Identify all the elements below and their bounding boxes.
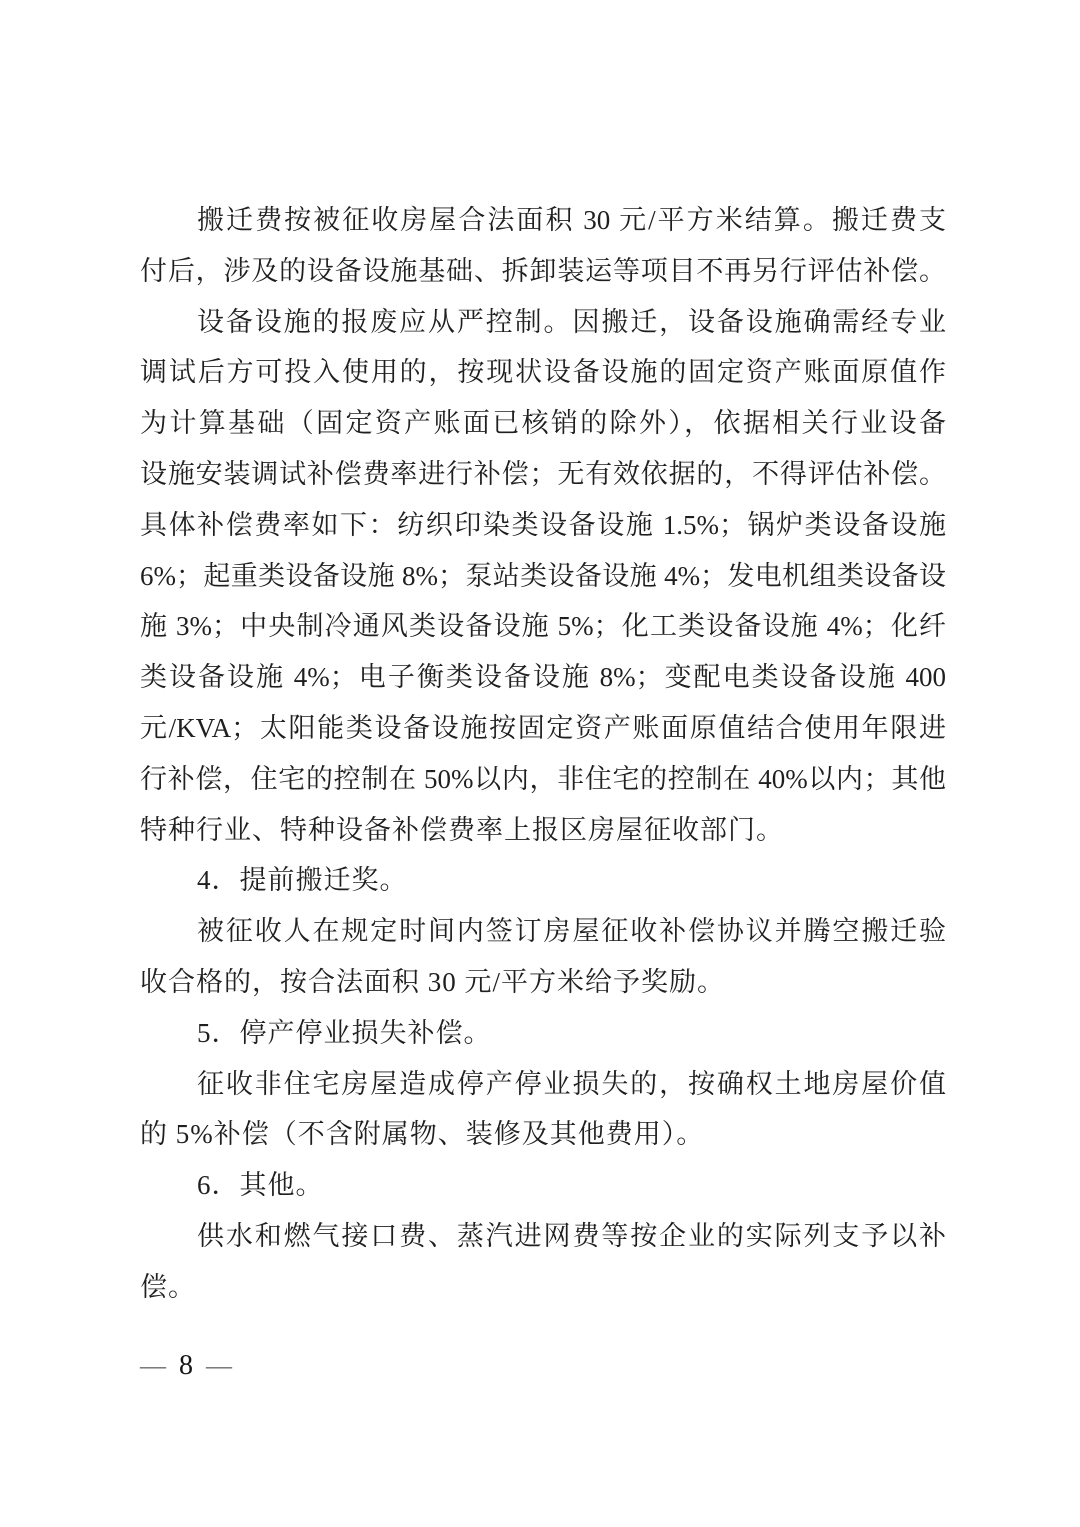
text-line: 搬迁费按被征收房屋合法面积 30 元/平方米结算。搬迁费支: [197, 205, 946, 235]
text-line: 具体补偿费率如下：纺织印染类设备设施 1.5%；锅炉类设备设施: [140, 509, 946, 540]
footer-dash-left: —: [140, 1351, 166, 1380]
text-line: 5．停产停业损失补偿。: [197, 1017, 492, 1048]
text-line: 收合格的，按合法面积 30 元/平方米给予奖励。: [140, 966, 726, 997]
text-line: 征收非住宅房屋造成停产停业损失的，按确权土地房屋价值: [197, 1068, 946, 1099]
text-line: 行补偿，住宅的控制在 50%以内，非住宅的控制在 40%以内；其他: [140, 763, 946, 794]
page-footer: [140, 1349, 232, 1383]
text-line: 付后，涉及的设备设施基础、拆卸装运等项目不再另行评估补偿。: [140, 255, 946, 286]
text-line: 为计算基础（固定资产账面已核销的除外），依据相关行业设备: [140, 408, 946, 439]
document-body: [140, 195, 946, 1313]
text-line: 特种行业、特种设备补偿费率上报区房屋征收部门。: [140, 814, 784, 845]
text-line: 设施安装调试补偿费率进行补偿；无有效依据的，不得评估补偿。: [140, 458, 946, 489]
text-line: 被征收人在规定时间内签订房屋征收补偿协议并腾空搬迁验: [197, 916, 946, 947]
text-line: 的 5%补偿（不含附属物、装修及其他费用）。: [140, 1119, 705, 1150]
text-line: 6．其他。: [197, 1170, 324, 1201]
page-number: 8: [179, 1350, 193, 1381]
text-line: 供水和燃气接口费、蒸汽进网费等按企业的实际列支予以补: [197, 1220, 946, 1251]
text-line: 施 3%；中央制冷通风类设备设施 5%；化工类设备设施 4%；化纤: [140, 611, 946, 642]
text-line: 偿。: [140, 1271, 196, 1302]
footer-dash-right: —: [206, 1351, 232, 1380]
text-line: 元/KVA；太阳能类设备设施按固定资产账面原值结合使用年限进: [140, 712, 946, 743]
text-line: 类设备设施 4%；电子衡类设备设施 8%；变配电类设备设施 400: [140, 662, 946, 693]
text-line: 调试后方可投入使用的，按现状设备设施的固定资产账面原值作: [140, 357, 946, 388]
text-line: 设备设施的报废应从严控制。因搬迁，设备设施确需经专业: [197, 306, 946, 337]
text-line: 6%；起重类设备设施 8%；泵站类设备设施 4%；发电机组类设备设: [140, 560, 946, 591]
text-line: 4．提前搬迁奖。: [197, 865, 408, 896]
